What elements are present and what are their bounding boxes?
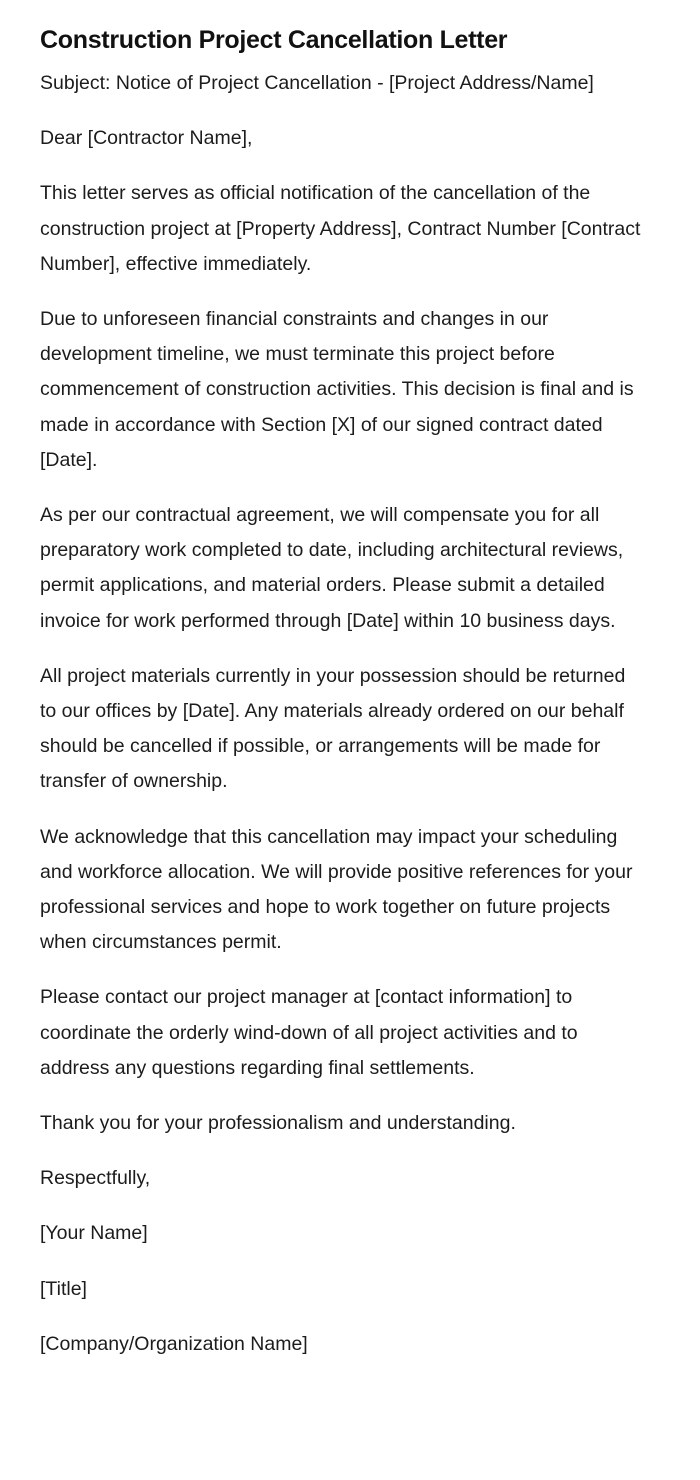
body-paragraph-compensation: As per our contractual agreement, we will compensate you for all preparatory work completed to date, including architectural reviews, permit applications, and material orders. Please submit a detailed invoice for work performed through [Date] within 10 business days. bbox=[40, 504, 624, 632]
signature-name: [Your Name] bbox=[40, 1222, 148, 1245]
body-paragraph-notification: This letter serves as official notification of the cancellation of the construction project at [Property Address], Contract Number [Contract Number], effective immediately. bbox=[40, 182, 641, 275]
body-paragraph-reason: Due to unforeseen financial constraints and changes in our development timeline, we must terminate this project before commencement of construction activities. This decision is final and is made in accordance with Section [X] of our signed contract dated [Date]. bbox=[40, 308, 634, 471]
body-paragraph-materials: All project materials currently in your possession should be returned to our offices by [Date]. Any materials already ordered on our behalf should be cancelled if possible, or arrangements will be made for transfer of ownership. bbox=[40, 664, 626, 793]
closing: Respectfully, bbox=[40, 1167, 151, 1190]
signature-title: [Title] bbox=[40, 1277, 87, 1300]
page-title: Construction Project Cancellation Letter bbox=[40, 26, 508, 54]
letter-document bbox=[40, 18, 644, 1382]
body-paragraph-contact: Please contact our project manager at [contact information] to coordinate the orderly wind-down of all project activities and to address any questions regarding final settlements. bbox=[40, 986, 578, 1079]
subject-line: Subject: Notice of Project Cancellation - [Project Address/Name] bbox=[40, 72, 594, 94]
body-paragraph-acknowledgement: We acknowledge that this cancellation may impact your scheduling and workforce allocation. We will provide positive references for your professional services and hope to work together on future projects when circumstances permit. bbox=[40, 825, 633, 954]
body-paragraph-thanks: Thank you for your professionalism and understanding. bbox=[40, 1112, 516, 1135]
signature-organization: [Company/Organization Name] bbox=[40, 1332, 308, 1355]
salutation: Dear [Contractor Name], bbox=[40, 127, 253, 150]
